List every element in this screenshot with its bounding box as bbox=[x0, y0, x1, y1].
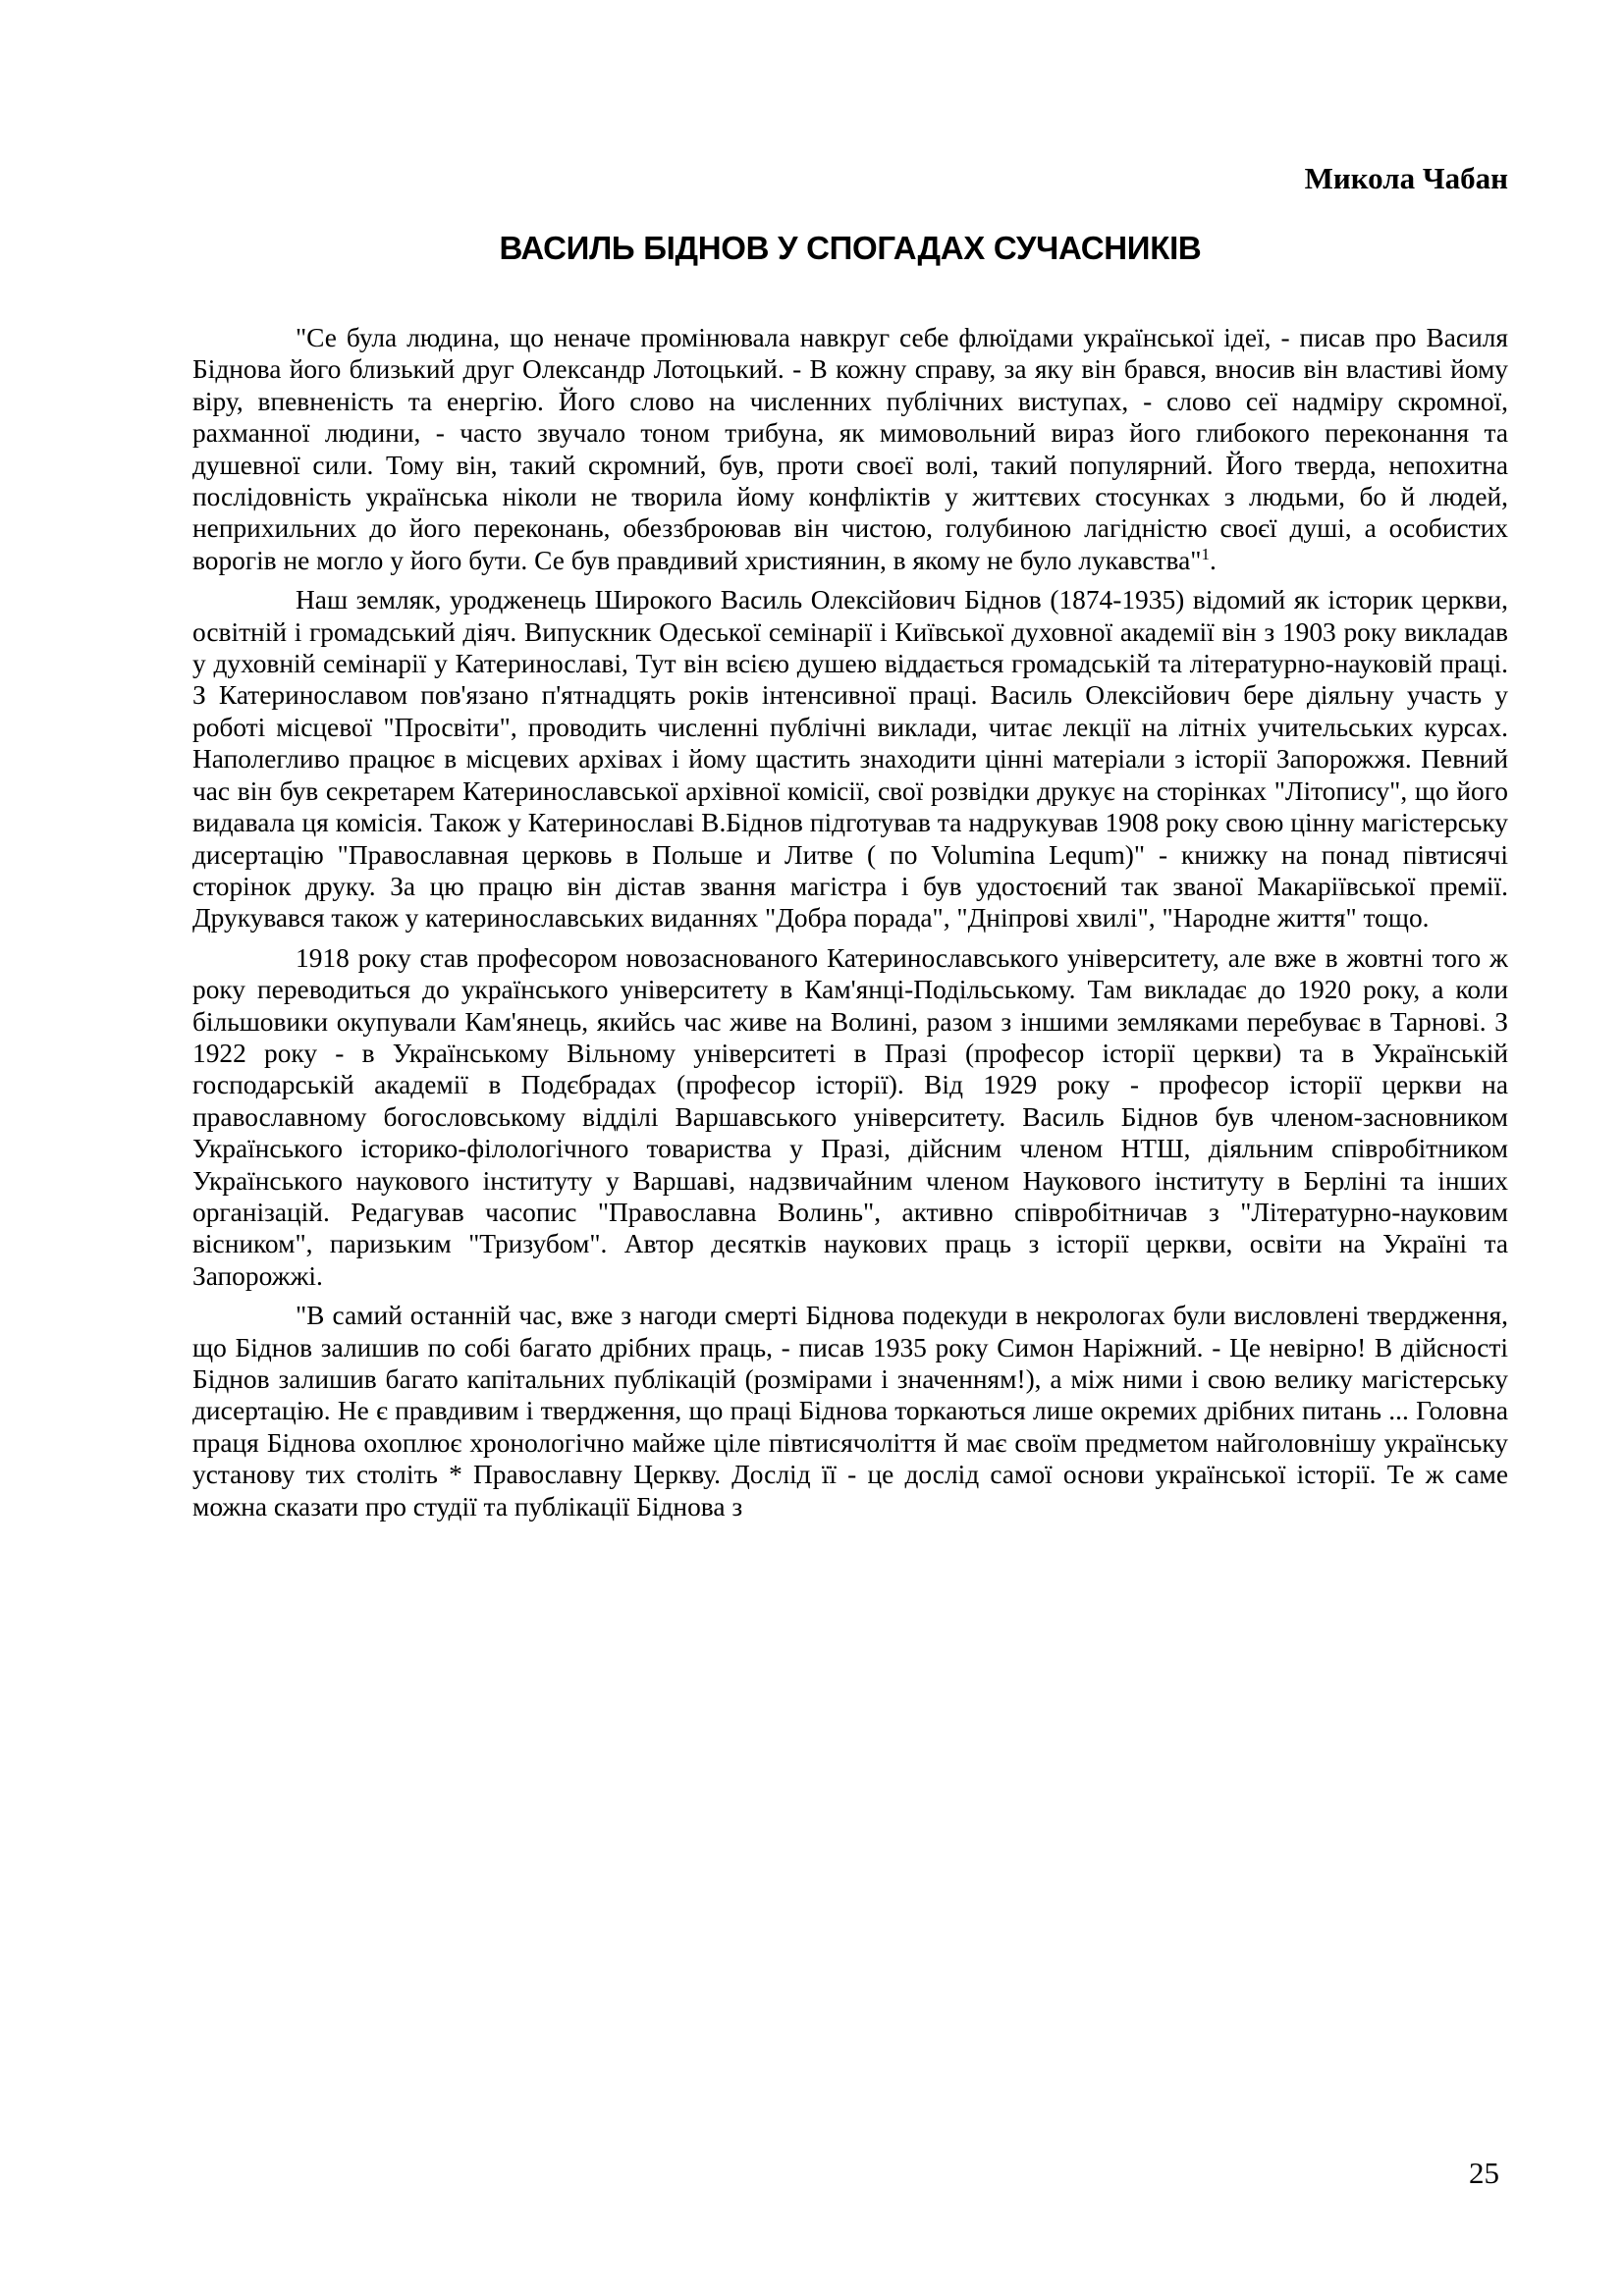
page-number: 25 bbox=[1469, 2156, 1499, 2190]
paragraph-4: "В самий останній час, вже з нагоди смерті Біднова подекуди в некрологах були висловлені твердження, що Біднов залишив по собі багато дрібних праць, - писав 1935 року Симон Наріжний. - Це невірно! В дійсності Біднов залишив багато капітальних публікацій (розмірами і значенням!), а між ними і свою велику магістерську дисертацію. Не є правдивим і твердження, що праці Біднова торкаються лише окремих дрібних питань ... Головна праця Біднова охоплює хронологічно майже ціле півтисячоліття й має своїм предметом найголовнішу українську установу тих століть * Православну Церкву. Дослід її - це дослід самої основи української історії. Те ж саме можна сказати про студії та публікації Біднова з bbox=[192, 1301, 1508, 1522]
paragraph-3: 1918 року став професором новозаснованого Катеринославського університету, але вже в жовтні того ж року переводиться до українського університету в Кам'янці-Подільському. Там викладає до 1920 року, а коли більшовики окупували Кам'янець, якийсь час живе на Волині, разом з іншими земляками перебуває в Тарнові. З 1922 року - в Українському Вільному університеті в Празі (професор історії церкви) та в Українській господарській академії в Подєбрадах (професор історії). Від 1929 року - професор історії церкви на православному богословському відділі Варшавського університету. Василь Біднов був членом-засновником Українського історико-філологічного товариства у Празі, дійсним членом НТШ, діяльним співробітником Українського наукового інституту у Варшаві, надзвичайним членом Наукового інституту в Берліні та інших організацій. Редагував часопис "Православна Волинь", активно співробітничав з "Літературно-науковим вісником", паризьким "Тризубом". Автор десятків наукових праць з історії церкви, освіти на Україні та Запорожжі. bbox=[192, 942, 1508, 1291]
paragraph-1-text: "Се була людина, що неначе промінювала навкруг себе флюїдами української ідеї, - писав про Василя Біднова його близький друг Олександр Лотоцький. - В кожну справу, за яку він брався, вносив він властиві йому віру, впевненість та енергію. Його слово на численних публічних виступах, - слово сеї надміру скромної, рахманної людини, - часто звучало тоном трибуна, як мимовольний вираз його глибокого переконання та душевної сили. Тому він, такий скромний, був, проти своєї волі, такий популярний. Його тверда, непохитна послідовність українська ніколи не творила йому конфліктів у життєвих стосунках з людьми, бо й людей, неприхильних до його переконань, обеззброював він чистою, голубиною лагідністю своєї душі, а особистих ворогів не могло у його бути. Се був правдивий християнин, в якому не було лукавства" bbox=[192, 323, 1508, 575]
paragraph-2: Наш земляк, уродженець Широкого Василь Олексійович Біднов (1874-1935) відомий як історик церкви, освітній і громадський діяч. Випускник Одеської семінарії і Київської духовної академії він з 1903 року викладав у духовній семінарії у Катеринославі, Тут він всією душею віддається громадській та літературно-науковій праці. З Катеринославом пов'язано п'ятнадцять років інтенсивної праці. Василь Олексійович бере діяльну участь у роботі місцевої "Просвіти", проводить численні публічні виклади, читає лекції на літніх учительських курсах. Наполегливо працює в місцевих архівах і йому щастить знаходити цінні матеріали з історії Запорожжя. Певний час він був секретарем Катеринославської архівної комісії, свої розвідки друкує на сторінках "Літопису", що його видавала ця комісія. Також у Катеринославі В.Біднов підготував та надрукував 1908 року свою цінну магістерську дисертацію "Православная церковь в Польше и Литве ( по Volumina Lequm)" - книжку на понад півтисячі сторінок друку. За цю працю він дістав звання магістра і був удостоєний так званої Макаріївської премії. Друкувався також у катеринославських виданнях "Добра порада", "Дніпрові хвилі", "Народне життя" тощо. bbox=[192, 585, 1508, 934]
article-title: ВАСИЛЬ БІДНОВ У СПОГАДАХ СУЧАСНИКІВ bbox=[499, 230, 1202, 266]
article-body bbox=[192, 322, 1508, 1530]
author-name: Микола Чабан bbox=[1304, 161, 1508, 195]
paragraph-1-tail: . bbox=[1209, 545, 1217, 575]
footnote-reference[interactable]: 1 bbox=[1201, 544, 1210, 563]
paragraph-1 bbox=[192, 322, 1508, 576]
